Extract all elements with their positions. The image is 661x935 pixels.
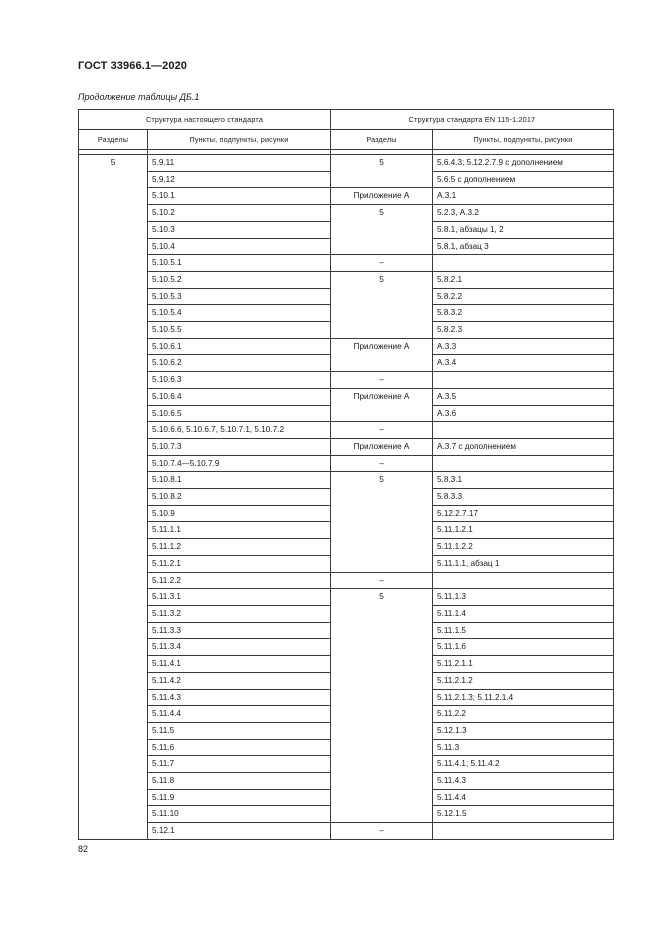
- clause-en-standard: 5.11.1.3: [433, 589, 614, 606]
- correspondence-table: [78, 109, 614, 840]
- clause-en-standard: 5.8.3.1: [433, 472, 614, 489]
- clause-current-standard: 5.10.9: [148, 505, 331, 522]
- clause-current-standard: 5.11.3.1: [148, 589, 331, 606]
- clause-en-standard: 5.11.3: [433, 739, 614, 756]
- clause-en-standard: [433, 823, 614, 840]
- group-header-current-standard: Структура настоящего стандарта: [79, 110, 331, 130]
- clause-en-standard: 5.8.3.2: [433, 305, 614, 322]
- table-body: [79, 155, 614, 840]
- clause-en-standard: [433, 372, 614, 389]
- clause-en-standard: 5.12.1.5: [433, 806, 614, 823]
- table-row: [79, 338, 614, 355]
- clause-current-standard: 5.11.2.2: [148, 572, 331, 589]
- clause-en-standard: [433, 422, 614, 439]
- clause-current-standard: 5.11.3.4: [148, 639, 331, 656]
- clause-current-standard: 5.11.2.1: [148, 555, 331, 572]
- clause-en-standard: 5.12.1.3: [433, 722, 614, 739]
- clause-current-standard: 5.11.1.2: [148, 539, 331, 556]
- table-row: [79, 155, 614, 172]
- clause-current-standard: 5.10.5.4: [148, 305, 331, 322]
- column-header-sections-left: Разделы: [79, 130, 148, 150]
- clause-current-standard: 5.11.4.1: [148, 656, 331, 673]
- clause-current-standard: 5.10.5.1: [148, 255, 331, 272]
- document-title: ГОСТ 33966.1—2020: [78, 60, 188, 72]
- clause-en-standard: [433, 255, 614, 272]
- clause-en-standard: 5.8.3.3: [433, 489, 614, 506]
- clause-en-standard: 5.11.4.1; 5.11.4.2: [433, 756, 614, 773]
- clause-current-standard: 5.10.6.4: [148, 388, 331, 405]
- clause-current-standard: 5.11.3.2: [148, 605, 331, 622]
- clause-en-standard: А.3.7 с дополнением: [433, 438, 614, 455]
- group-header-en-standard: Структура стандарта EN 115-1:2017: [331, 110, 614, 130]
- clause-en-standard: 5.11.1.2.1: [433, 522, 614, 539]
- clause-current-standard: 5.10.8.2: [148, 489, 331, 506]
- clause-en-standard: 5.8.1, абзац 3: [433, 238, 614, 255]
- clause-current-standard: 5.10.6.5: [148, 405, 331, 422]
- section-en-standard: Приложение А: [331, 188, 433, 205]
- clause-en-standard: 5.2.3, А.3.2: [433, 205, 614, 222]
- table-row: [79, 589, 614, 606]
- clause-current-standard: 5.10.5.2: [148, 271, 331, 288]
- clause-current-standard: 5.10.5.3: [148, 288, 331, 305]
- table-row: [79, 188, 614, 205]
- clause-en-standard: 5.8.2.3: [433, 322, 614, 339]
- clause-current-standard: 5.11.3.3: [148, 622, 331, 639]
- table-row: [79, 455, 614, 472]
- section-en-standard: –: [331, 255, 433, 272]
- table-row: [79, 388, 614, 405]
- clause-current-standard: 5.11.4.3: [148, 689, 331, 706]
- table-row: [79, 438, 614, 455]
- section-en-standard: 5: [331, 589, 433, 823]
- clause-current-standard: 5.10.6.1: [148, 338, 331, 355]
- clause-en-standard: 5.11.1.5: [433, 622, 614, 639]
- clause-current-standard: 5.11.7: [148, 756, 331, 773]
- clause-en-standard: 5.11.1.6: [433, 639, 614, 656]
- clause-en-standard: 5.6.4.3; 5.12.2.7.9 с дополнением: [433, 155, 614, 172]
- clause-current-standard: 5.11.9: [148, 789, 331, 806]
- clause-en-standard: 5.8.2.2: [433, 288, 614, 305]
- clause-current-standard: 5.10.6.6, 5.10.6.7, 5.10.7.1, 5.10.7.2: [148, 422, 331, 439]
- clause-current-standard: 5.11.6: [148, 739, 331, 756]
- clause-en-standard: 5.11.2.1.3; 5.11.2.1.4: [433, 689, 614, 706]
- clause-current-standard: 5.10.7.3: [148, 438, 331, 455]
- table-row: [79, 472, 614, 489]
- column-header-items-right: Пункты, подпункты, рисунки: [433, 130, 614, 150]
- clause-current-standard: 5.10.5.5: [148, 322, 331, 339]
- clause-current-standard: 5.10.8.1: [148, 472, 331, 489]
- clause-en-standard: А.3.5: [433, 388, 614, 405]
- section-number-left: 5: [79, 155, 148, 840]
- clause-en-standard: 5.11.1.4: [433, 605, 614, 622]
- clause-en-standard: 5.11.2.2: [433, 706, 614, 723]
- section-en-standard: 5: [331, 472, 433, 572]
- table-row: [79, 255, 614, 272]
- clause-en-standard: 5.11.2.1.2: [433, 672, 614, 689]
- clause-en-standard: [433, 455, 614, 472]
- clause-en-standard: 5.8.2.1: [433, 271, 614, 288]
- table-row: [79, 572, 614, 589]
- clause-current-standard: 5.10.4: [148, 238, 331, 255]
- clause-en-standard: 5.6.5 с дополнением: [433, 171, 614, 188]
- clause-current-standard: 5.11.8: [148, 773, 331, 790]
- clause-current-standard: 5.10.3: [148, 221, 331, 238]
- table-caption: Продолжение таблицы ДБ.1: [78, 92, 200, 102]
- clause-current-standard: 5.11.4.2: [148, 672, 331, 689]
- clause-current-standard: 5.11.10: [148, 806, 331, 823]
- clause-current-standard: 5.10.1: [148, 188, 331, 205]
- clause-en-standard: А.3.6: [433, 405, 614, 422]
- page-number: 82: [78, 844, 89, 854]
- table-row: [79, 205, 614, 222]
- clause-current-standard: 5.11.5: [148, 722, 331, 739]
- section-en-standard: Приложение А: [331, 388, 433, 421]
- clause-current-standard: 5.9.11: [148, 155, 331, 172]
- table-row: [79, 271, 614, 288]
- section-en-standard: Приложение А: [331, 438, 433, 455]
- column-header-sections-right: Разделы: [331, 130, 433, 150]
- clause-current-standard: 5.10.2: [148, 205, 331, 222]
- clause-en-standard: А.3.1: [433, 188, 614, 205]
- clause-en-standard: 5.11.4.4: [433, 789, 614, 806]
- clause-current-standard: 5.10.7.4—5.10.7.9: [148, 455, 331, 472]
- clause-en-standard: 5.11.4.3: [433, 773, 614, 790]
- table-row: [79, 372, 614, 389]
- clause-en-standard: 5.11.1.2.2: [433, 539, 614, 556]
- section-en-standard: –: [331, 823, 433, 840]
- section-en-standard: –: [331, 372, 433, 389]
- clause-current-standard: 5.10.6.3: [148, 372, 331, 389]
- section-en-standard: –: [331, 422, 433, 439]
- clause-current-standard: 5.12.1: [148, 823, 331, 840]
- clause-en-standard: А.3.4: [433, 355, 614, 372]
- clause-current-standard: 5.11.4.4: [148, 706, 331, 723]
- section-en-standard: –: [331, 572, 433, 589]
- clause-current-standard: 5.9.12: [148, 171, 331, 188]
- section-en-standard: –: [331, 455, 433, 472]
- clause-en-standard: 5.11.2.1.1: [433, 656, 614, 673]
- clause-en-standard: 5.12.2.7.17: [433, 505, 614, 522]
- table-row: [79, 422, 614, 439]
- clause-current-standard: 5.10.6.2: [148, 355, 331, 372]
- clause-en-standard: [433, 572, 614, 589]
- table-row: [79, 823, 614, 840]
- clause-en-standard: А.3.3: [433, 338, 614, 355]
- clause-en-standard: 5.8.1, абзацы 1, 2: [433, 221, 614, 238]
- clause-current-standard: 5.11.1.1: [148, 522, 331, 539]
- section-en-standard: 5: [331, 205, 433, 255]
- section-en-standard: 5: [331, 271, 433, 338]
- column-header-items-left: Пункты, подпункты, рисунки: [148, 130, 331, 150]
- clause-en-standard: 5.11.1.1, абзац 1: [433, 555, 614, 572]
- section-en-standard: 5: [331, 155, 433, 188]
- section-en-standard: Приложение А: [331, 338, 433, 371]
